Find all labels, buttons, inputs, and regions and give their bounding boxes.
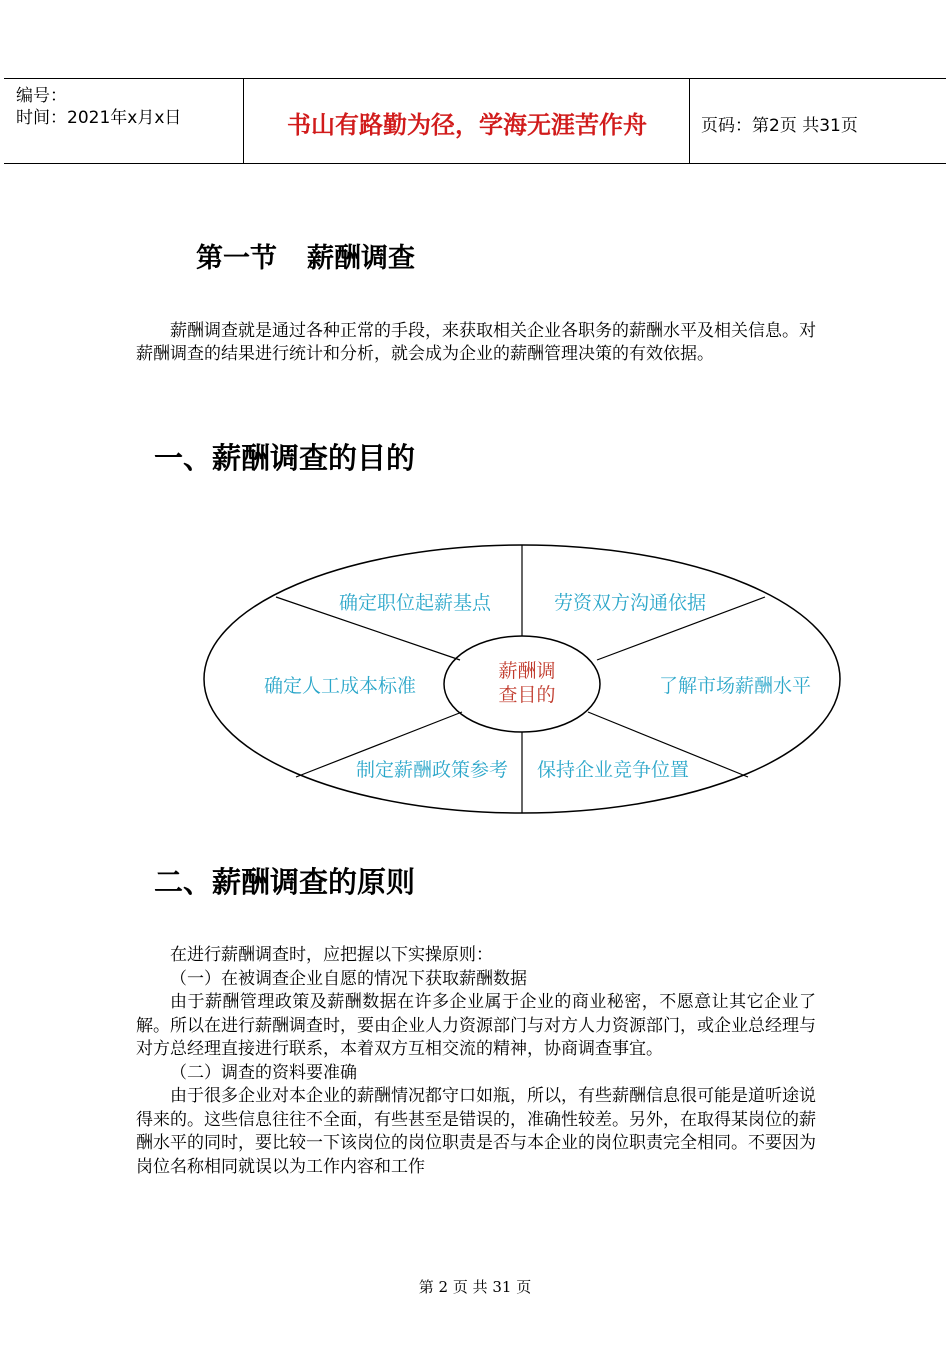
body-paragraph: （二）调查的资料要准确 <box>170 1062 357 1083</box>
principles-body <box>136 944 816 1179</box>
label-top-left: 确定职位起薪基点 <box>338 592 492 614</box>
heading-principles: 二、薪酬调查的原则 <box>154 865 416 899</box>
header-motto: 书山有路勤为径，学海无涯苦作舟 <box>287 111 647 139</box>
section-name: 薪酬调查 <box>307 243 415 274</box>
time-label: 时间：2021年x月x日 <box>16 108 182 128</box>
body-paragraph: （一）在被调查企业自愿的情况下获取薪酬数据 <box>170 968 527 989</box>
header-page-label: 页码：第2页 共31页 <box>701 116 858 136</box>
section-title <box>196 236 415 275</box>
header-divider <box>689 79 690 163</box>
header-meta <box>16 85 181 129</box>
label-bottom-right: 保持企业竞争位置 <box>536 759 690 781</box>
page-footer: 第 2 页 共 31 页 <box>418 1278 532 1296</box>
label-top-right: 劳资双方沟通依据 <box>553 592 707 614</box>
body-paragraph: 由于很多企业对本企业的薪酬情况都守口如瓶，所以，有些薪酬信息很可能是道听途说得来的。这些信息往往不全面，有些甚至是错误的，准确性较差。另外，在取得某岗位的薪酬水平的同时，要比较一下该岗位的岗位职责是否与本企业的岗位职责完全相同。不要因为岗位名称相同就误以为工作内容和工作 <box>136 1086 816 1177</box>
label-right: 了解市场薪酬水平 <box>658 675 812 697</box>
label-left: 确定人工成本标准 <box>263 675 417 697</box>
center-label-line2: 查目的 <box>498 684 556 706</box>
label-bottom-left: 制定薪酬政策参考 <box>355 759 509 781</box>
body-paragraph: 由于薪酬管理政策及薪酬数据在许多企业属于企业的商业秘密，不愿意让其它企业了解。所以在进行薪酬调查时，要由企业人力资源部门与对方人力资源部门，或企业总经理与对方总经理直接进行联系，本着双方互相交流的精神，协商调查事宜。 <box>136 992 816 1059</box>
document-header <box>4 78 946 164</box>
intro-paragraph <box>136 320 816 366</box>
number-label: 编号： <box>16 86 67 106</box>
center-label-line1: 薪酬调 <box>498 660 556 682</box>
body-paragraph: 在进行薪酬调查时，应把握以下实操原则： <box>170 945 493 965</box>
section-number: 第一节 <box>196 243 277 274</box>
heading-purpose: 一、薪酬调查的目的 <box>154 441 416 475</box>
intro-text: 薪酬调查就是通过各种正常的手段，来获取相关企业各职务的薪酬水平及相关信息。对薪酬调查的结果进行统计和分析，就会成为企业的薪酬管理决策的有效依据。 <box>136 321 816 364</box>
purpose-diagram <box>200 535 845 820</box>
